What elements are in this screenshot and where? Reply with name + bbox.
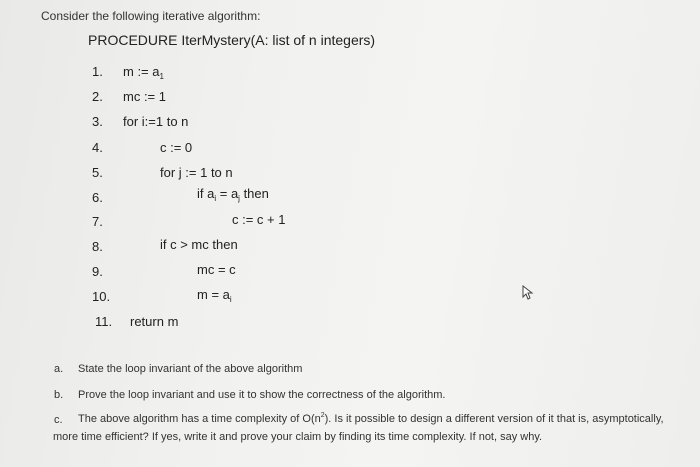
code-line: mc = c bbox=[197, 262, 236, 277]
code-line: c := c + 1 bbox=[232, 212, 286, 227]
code-line: m := $a_1$ bbox=[123, 64, 164, 81]
code-line: for j := 1 to n bbox=[160, 165, 233, 180]
line-number: 3. bbox=[92, 114, 103, 129]
question-c-text: The above algorithm has a time complexity of $O(n^2)$. Is it possible to design a different version of it that is, asymptotically, bbox=[78, 412, 664, 425]
question-b-text: Prove the loop invariant and use it to show the correctness of the algorithm. bbox=[78, 389, 446, 401]
code-line: $m = a_i$ bbox=[197, 287, 232, 304]
pointer-cursor-icon bbox=[521, 285, 535, 301]
question-c-label: c. bbox=[54, 414, 63, 426]
code-line: if $a_i = a_j$ then bbox=[197, 186, 269, 203]
line-number: 10. bbox=[92, 289, 111, 304]
question-a-text: State the loop invariant of the above algorithm bbox=[78, 363, 303, 375]
line-number: 4. bbox=[92, 140, 103, 155]
code-line: return m bbox=[130, 314, 179, 329]
code-line: c := 0 bbox=[160, 140, 193, 155]
line-number: 2. bbox=[92, 89, 103, 104]
line-number: 6. bbox=[92, 190, 103, 205]
line-number: 9. bbox=[92, 264, 103, 279]
line-number: 11. bbox=[95, 314, 113, 329]
line-number: 7. bbox=[92, 214, 103, 229]
intro-text: Consider the following iterative algorithm: bbox=[41, 9, 261, 23]
code-line: if c > mc then bbox=[160, 237, 238, 252]
line-number: 8. bbox=[92, 239, 103, 254]
procedure-header: PROCEDURE IterMystery(A: list of n integers) bbox=[88, 32, 376, 48]
code-line: for i:=1 to n bbox=[123, 114, 189, 129]
line-number: 5. bbox=[92, 165, 103, 180]
code-line: mc := 1 bbox=[123, 89, 166, 104]
question-a-label: a. bbox=[54, 363, 64, 375]
line-number: 1. bbox=[92, 64, 103, 79]
question-c-text-line2: more time efficient? If yes, write it and prove your claim by finding its time complexity. If not, say why. bbox=[53, 431, 543, 443]
question-b-label: b. bbox=[54, 389, 64, 401]
